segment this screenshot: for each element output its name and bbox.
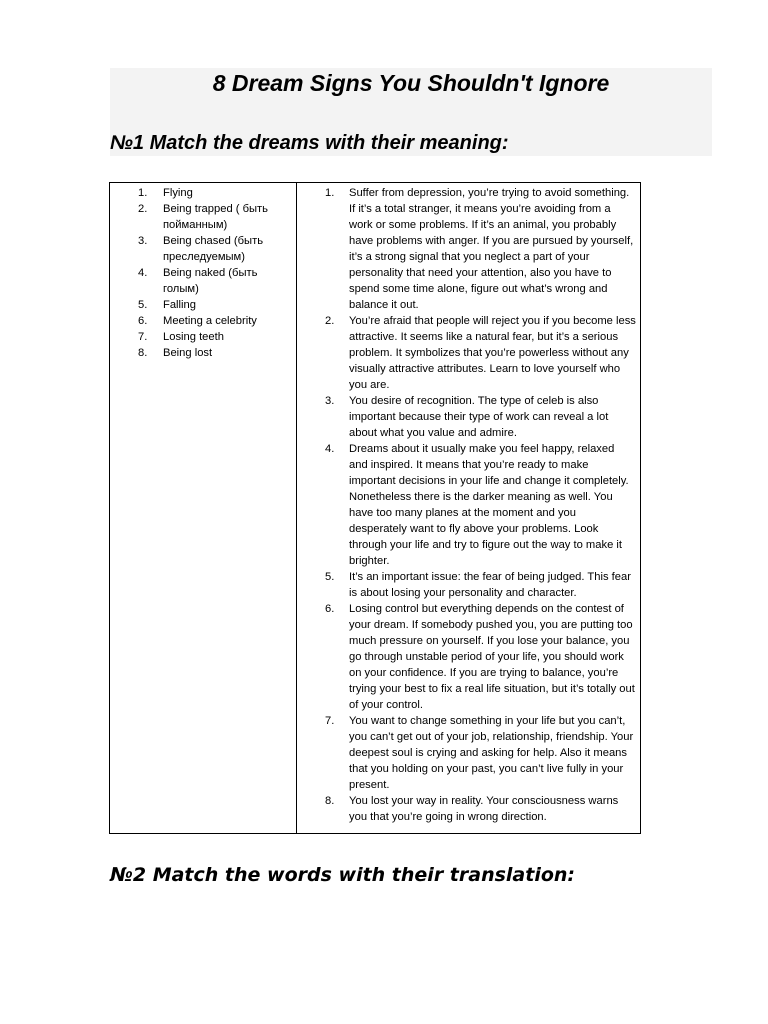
meaning-text: You lost your way in reality. Your consciousness warns you that you’re going in wrong direction. [349, 795, 619, 823]
meaning-item: 6. Losing control but everything depends on the contest of your dream. If somebody pushed you, you are putting too much pressure on yourself. If you lose your balance, you go through unstable period of your life, you should work on your confidence. If you are trying to balance, you’re trying your best to fix a real life situation, but it’s totally out of your control. [325, 603, 635, 711]
dream-text: Meeting a celebrity [163, 315, 257, 327]
meaning-text: Dreams about it usually make you feel happy, relaxed and inspired. It means that you’re ready to make important decisions in your life and change it completely. Nonetheless there is the darker meaning as well. You have too many planes at the moment and you desperately want to fly above your problems. Look through your life and try to figure out the way to make it brighter. [349, 443, 629, 567]
dream-item: 8. Being lost [138, 347, 213, 359]
meaning-text: You’re afraid that people will reject you if you become less attractive. It seems like a natural fear, but it’s a serious problem. It symbolizes that you’re powerless without any visually attractive attributes. Learn to love yourself who you are. [349, 315, 636, 391]
meaning-item: 5. It’s an important issue: the fear of being judged. This fear is about losing your personality and character. [325, 571, 631, 599]
dream-item: 7. Losing teeth [138, 331, 224, 343]
meaning-item: 3. You desire of recognition. The type of celeb is also important because their type of work can reveal a lot about what you value and admire. [325, 395, 609, 439]
meanings-list [297, 185, 640, 825]
meaning-text: You desire of recognition. The type of celeb is also important because their type of work can reveal a lot about what you value and admire. [349, 395, 609, 439]
dream-item: 4. Being naked (быть голым) [138, 267, 258, 295]
meaning-text: Losing control but everything depends on the contest of your dream. If somebody pushed you, you are putting too much pressure on yourself. If you lose your balance, you go through unstable period of your life, you should work on your confidence. If you are trying to balance, you’re trying your best to fix a real life situation, but it’s totally out of your control. [349, 603, 635, 711]
dream-text: Being trapped ( быть пойманным) [163, 203, 269, 231]
dream-text: Being naked (быть голым) [163, 267, 258, 295]
dream-item: 3. Being chased (быть преследуемым) [138, 235, 264, 263]
dream-item: 6. Meeting a celebrity [138, 315, 257, 327]
dream-text: Falling [163, 299, 196, 311]
meaning-item: 7. You want to change something in your life but you can’t, you can’t get out of your job, relationship, friendship. Your deepest soul is crying and asking for help. Also it means that you holding on your past, you can’t live fully in your present. [325, 715, 634, 791]
meaning-text: Suffer from depression, you’re trying to avoid something. If it’s a total stranger, it means you’re avoiding from a work or some problems. If it’s an animal, you probably have problems with anger. If you are pursued by yourself, it’s a strong signal that you neglect a part of your personality that need your attention, also you have to spend some time alone, figure out what’s wrong and balance it out. [349, 187, 634, 311]
meaning-text: You want to change something in your life but you can’t, you can’t get out of your job, relationship, friendship. Your deepest soul is crying and asking for help. Also it means that you holding on your past, you can’t live fully in your present. [349, 715, 634, 791]
dream-text: Losing teeth [163, 331, 224, 343]
dream-text: Being lost [163, 347, 213, 359]
dreams-column [110, 183, 297, 833]
dream-item: 5. Falling [138, 299, 196, 311]
meaning-item: 8. You lost your way in reality. Your consciousness warns you that you’re going in wrong direction. [325, 795, 619, 823]
section-1-heading: №1 Match the dreams with their meaning: [110, 132, 509, 154]
dream-item: 1. Flying [138, 187, 193, 199]
dream-text: Being chased (быть преследуемым) [163, 235, 264, 263]
dream-text: Flying [163, 187, 193, 199]
meaning-text: It’s an important issue: the fear of being judged. This fear is about losing your personality and character. [349, 571, 631, 599]
meaning-item: 4. Dreams about it usually make you feel happy, relaxed and inspired. It means that you’re ready to make important decisions in your life and change it completely. Nonetheless there is the darker meaning as well. You have too many planes at the moment and you desperately want to fly above your problems. Look through your life and try to figure out the way to make it brighter. [325, 443, 629, 567]
meanings-column [297, 183, 640, 833]
meaning-item: 2. You’re afraid that people will reject you if you become less attractive. It seems like a natural fear, but it’s a serious problem. It symbolizes that you’re powerless without any visually attractive attributes. Learn to love yourself who you are. [325, 315, 636, 391]
section-2-heading: №2 Match the words with their translation: [110, 864, 576, 886]
dream-item: 2. Being trapped ( быть пойманным) [138, 203, 269, 231]
dreams-list [110, 185, 296, 361]
meaning-item: 1. Suffer from depression, you’re trying to avoid something. If it’s a total stranger, it means you’re avoiding from a work or some problems. If it’s an animal, you probably have problems with anger. If you are pursued by yourself, it’s a strong signal that you neglect a part of your personality that need your attention, also you have to spend some time alone, figure out what’s wrong and balance it out. [325, 187, 634, 311]
page-title: 8 Dream Signs You Shouldn't Ignore [212, 70, 610, 96]
matching-table [109, 182, 641, 834]
